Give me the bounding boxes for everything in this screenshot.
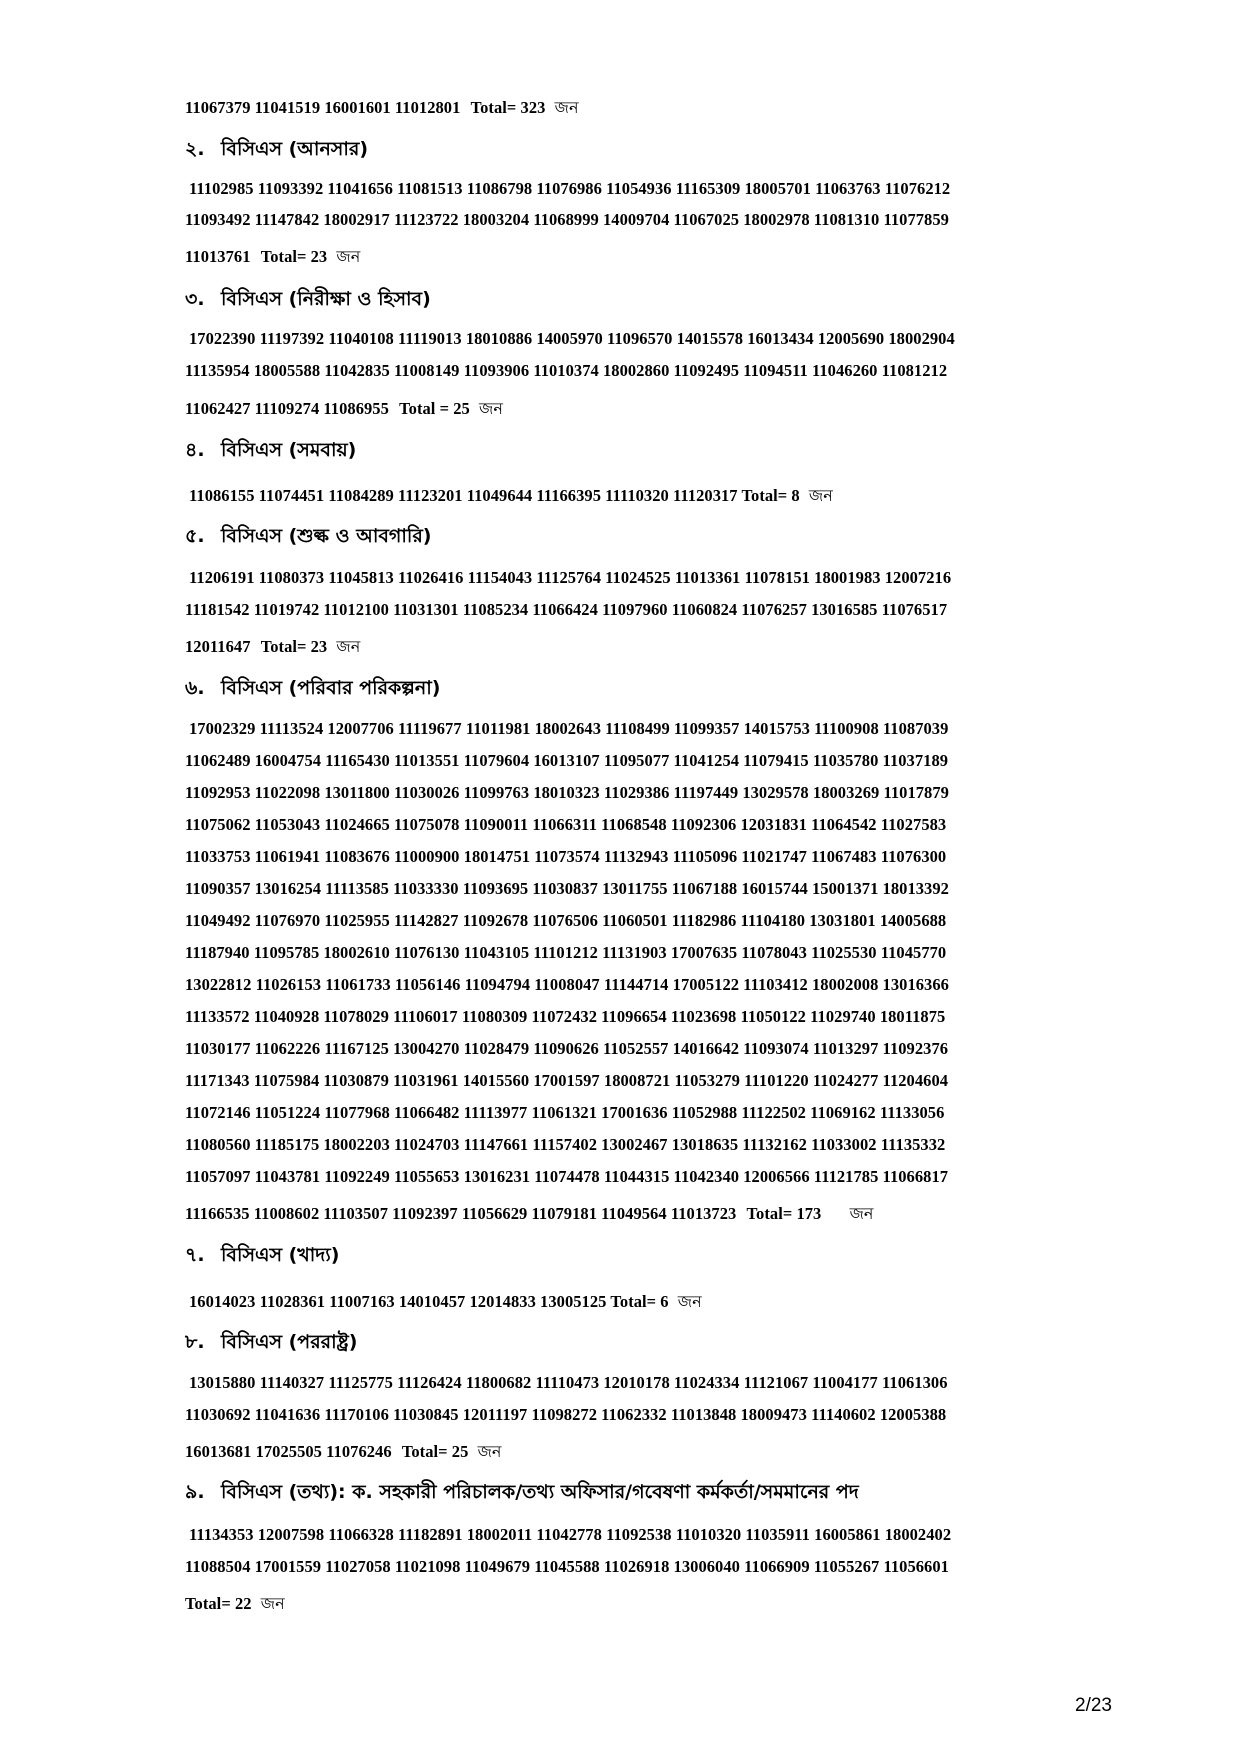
total-count: Total= 6 bbox=[610, 1292, 669, 1311]
id-row-last: 16013681 17025505 11076246 Total= 25 জন bbox=[185, 1442, 502, 1461]
total-count: Total= 173 bbox=[746, 1204, 822, 1223]
section-title: বিসিএস (পরিবার পরিকল্পনা) bbox=[221, 677, 441, 699]
section-title: বিসিএস (সমবায়) bbox=[221, 439, 357, 461]
page-number: 2/23 bbox=[1075, 1695, 1112, 1716]
id-row: 11057097 11043781 11092249 11055653 13016231 11074478 11044315 11042340 12006566 11121785 11066817 bbox=[185, 1167, 949, 1186]
section-title: বিসিএস (পররাষ্ট্র) bbox=[221, 1331, 358, 1353]
id-row: 11090357 13016254 11113585 11033330 11093695 11030837 13011755 11067188 16015744 15001371 18013392 bbox=[185, 879, 949, 898]
section-heading: ৫. বিসিএস (শুল্ক ও আবগারি) bbox=[185, 525, 432, 547]
total-count: Total= 8 bbox=[741, 486, 800, 505]
unit-label: জন bbox=[677, 1292, 702, 1311]
id-row: 11072146 11051224 11077968 11066482 11113977 11061321 17001636 11052988 11122502 11069162 11133056 bbox=[185, 1103, 945, 1122]
id-row: 11187940 11095785 18002610 11076130 11043105 11101212 11131903 17007635 11078043 11025530 11045770 bbox=[185, 943, 947, 962]
section-title: বিসিএস (আনসার) bbox=[221, 138, 368, 160]
unit-label: জন bbox=[336, 637, 361, 656]
unit-label: জন bbox=[554, 98, 579, 117]
id-row-last bbox=[185, 1591, 285, 1618]
id-row: 11134353 12007598 11066328 11182891 18002011 11042778 11092538 11010320 11035911 16005861 18002402 bbox=[189, 1525, 952, 1544]
section-heading: ২. বিসিএস (আনসার) bbox=[185, 138, 368, 160]
section-title: বিসিএস (নিরীক্ষা ও হিসাব) bbox=[221, 288, 431, 310]
unit-label: জন bbox=[808, 486, 833, 505]
section-heading: ৯. বিসিএস (তথ্য): ক. সহকারী পরিচালক/তথ্য অফিসার/গবেষণা কর্মকর্তা/সমমানের পদ bbox=[185, 1481, 859, 1503]
id-row-last: 11013761 Total= 23 জন bbox=[185, 247, 361, 266]
section-heading: ৭. বিসিএস (খাদ্য) bbox=[185, 1244, 340, 1266]
unit-label: জন bbox=[260, 1594, 285, 1613]
id-row: 11093492 11147842 18002917 11123722 18003204 11068999 14009704 11067025 18002978 11081310 11077859 bbox=[185, 210, 949, 229]
id-row: 11062489 16004754 11165430 11013551 11079604 16013107 11095077 11041254 11079415 11035780 11037189 bbox=[185, 751, 949, 770]
id-row: 11075062 11053043 11024665 11075078 11090011 11066311 11068548 11092306 12031831 11064542 11027583 bbox=[185, 815, 947, 834]
unit-label: জন bbox=[849, 1204, 874, 1223]
id-row-last: 11166535 11008602 11103507 11092397 11056629 11079181 11049564 11013723 Total= 173 জন bbox=[185, 1204, 874, 1223]
total-count: Total = 25 bbox=[399, 399, 470, 418]
id-row: 11133572 11040928 11078029 11106017 11080309 11072432 11096654 11023698 11050122 11029740 18011875 bbox=[185, 1007, 946, 1026]
id-list: 11067379 11041519 16001601 11012801 bbox=[185, 98, 461, 117]
id-row-last: 11086155 11074451 11084289 11123201 11049644 11166395 11110320 11120317 Total= 8 জন bbox=[189, 486, 833, 505]
id-row: 17002329 11113524 12007706 11119677 11011981 18002643 11108499 11099357 14015753 11100908 11087039 bbox=[189, 719, 949, 738]
id-row-last: 11062427 11109274 11086955 Total = 25 জন bbox=[185, 399, 503, 418]
id-row: 11049492 11076970 11025955 11142827 11092678 11076506 11060501 11182986 11104180 13031801 14005688 bbox=[185, 911, 947, 930]
id-row: 11171343 11075984 11030879 11031961 14015560 17001597 18008721 11053279 11101220 11024277 11204604 bbox=[185, 1071, 949, 1090]
id-row: 11030177 11062226 11167125 13004270 11028479 11090626 11052557 14016642 11093074 11013297 11092376 bbox=[185, 1039, 949, 1058]
id-row: 13022812 11026153 11061733 11056146 11094794 11008047 11144714 17005122 11103412 18002008 13016366 bbox=[185, 975, 949, 994]
id-row: 11135954 18005588 11042835 11008149 11093906 11010374 18002860 11092495 11094511 11046260 11081212 bbox=[185, 361, 948, 380]
id-row: 11080560 11185175 18002203 11024703 11147661 11157402 13002467 13018635 11132162 11033002 11135332 bbox=[185, 1135, 946, 1154]
section-title: বিসিএস (খাদ্য) bbox=[221, 1244, 340, 1266]
id-row: 11206191 11080373 11045813 11026416 11154043 11125764 11024525 11013361 11078151 18001983 12007216 bbox=[189, 568, 952, 587]
id-row: 11030692 11041636 11170106 11030845 12011197 11098272 11062332 11013848 18009473 11140602 12005388 bbox=[185, 1405, 947, 1424]
total-count: Total= 22 bbox=[185, 1594, 252, 1613]
id-row-last: 16014023 11028361 11007163 14010457 12014833 13005125 Total= 6 জন bbox=[189, 1292, 702, 1311]
id-row: 11088504 17001559 11027058 11021098 11049679 11045588 11026918 13006040 11066909 11055267 11056601 bbox=[185, 1557, 949, 1576]
total-count: Total= 23 bbox=[260, 247, 328, 266]
unit-label: জন bbox=[336, 247, 361, 266]
section-title: বিসিএস (তথ্য): ক. সহকারী পরিচালক/তথ্য অফিসার/গবেষণা কর্মকর্তা/সমমানের পদ bbox=[221, 1481, 859, 1503]
id-row: 13015880 11140327 11125775 11126424 11800682 11110473 12010178 11024334 11121067 11004177 11061306 bbox=[189, 1373, 948, 1392]
unit-label: জন bbox=[479, 399, 503, 418]
id-row: 17022390 11197392 11040108 11119013 18010886 14005970 11096570 14015578 16013434 12005690 18002904 bbox=[189, 329, 955, 348]
continuation-line bbox=[185, 95, 579, 122]
section-heading: ৩. বিসিএস (নিরীক্ষা ও হিসাব) bbox=[185, 288, 431, 310]
unit-label: জন bbox=[477, 1442, 502, 1461]
id-row: 11181542 11019742 11012100 11031301 11085234 11066424 11097960 11060824 11076257 13016585 11076517 bbox=[185, 600, 948, 619]
section-heading: ৬. বিসিএস (পরিবার পরিকল্পনা) bbox=[185, 677, 441, 699]
total-count: Total= 23 bbox=[260, 637, 328, 656]
total-count: Total= 323 bbox=[470, 98, 546, 117]
id-row: 11102985 11093392 11041656 11081513 11086798 11076986 11054936 11165309 18005701 11063763 11076212 bbox=[189, 179, 951, 198]
section-heading: ৪. বিসিএস (সমবায়) bbox=[185, 439, 357, 461]
total-count: Total= 25 bbox=[401, 1442, 469, 1461]
id-row: 11092953 11022098 13011800 11030026 11099763 18010323 11029386 11197449 13029578 18003269 11017879 bbox=[185, 783, 949, 802]
section-heading: ৮. বিসিএস (পররাষ্ট্র) bbox=[185, 1331, 358, 1353]
section-title: বিসিএস (শুল্ক ও আবগারি) bbox=[221, 525, 432, 547]
id-row: 11033753 11061941 11083676 11000900 18014751 11073574 11132943 11105096 11021747 11067483 11076300 bbox=[185, 847, 947, 866]
id-row-last: 12011647 Total= 23 জন bbox=[185, 637, 361, 656]
